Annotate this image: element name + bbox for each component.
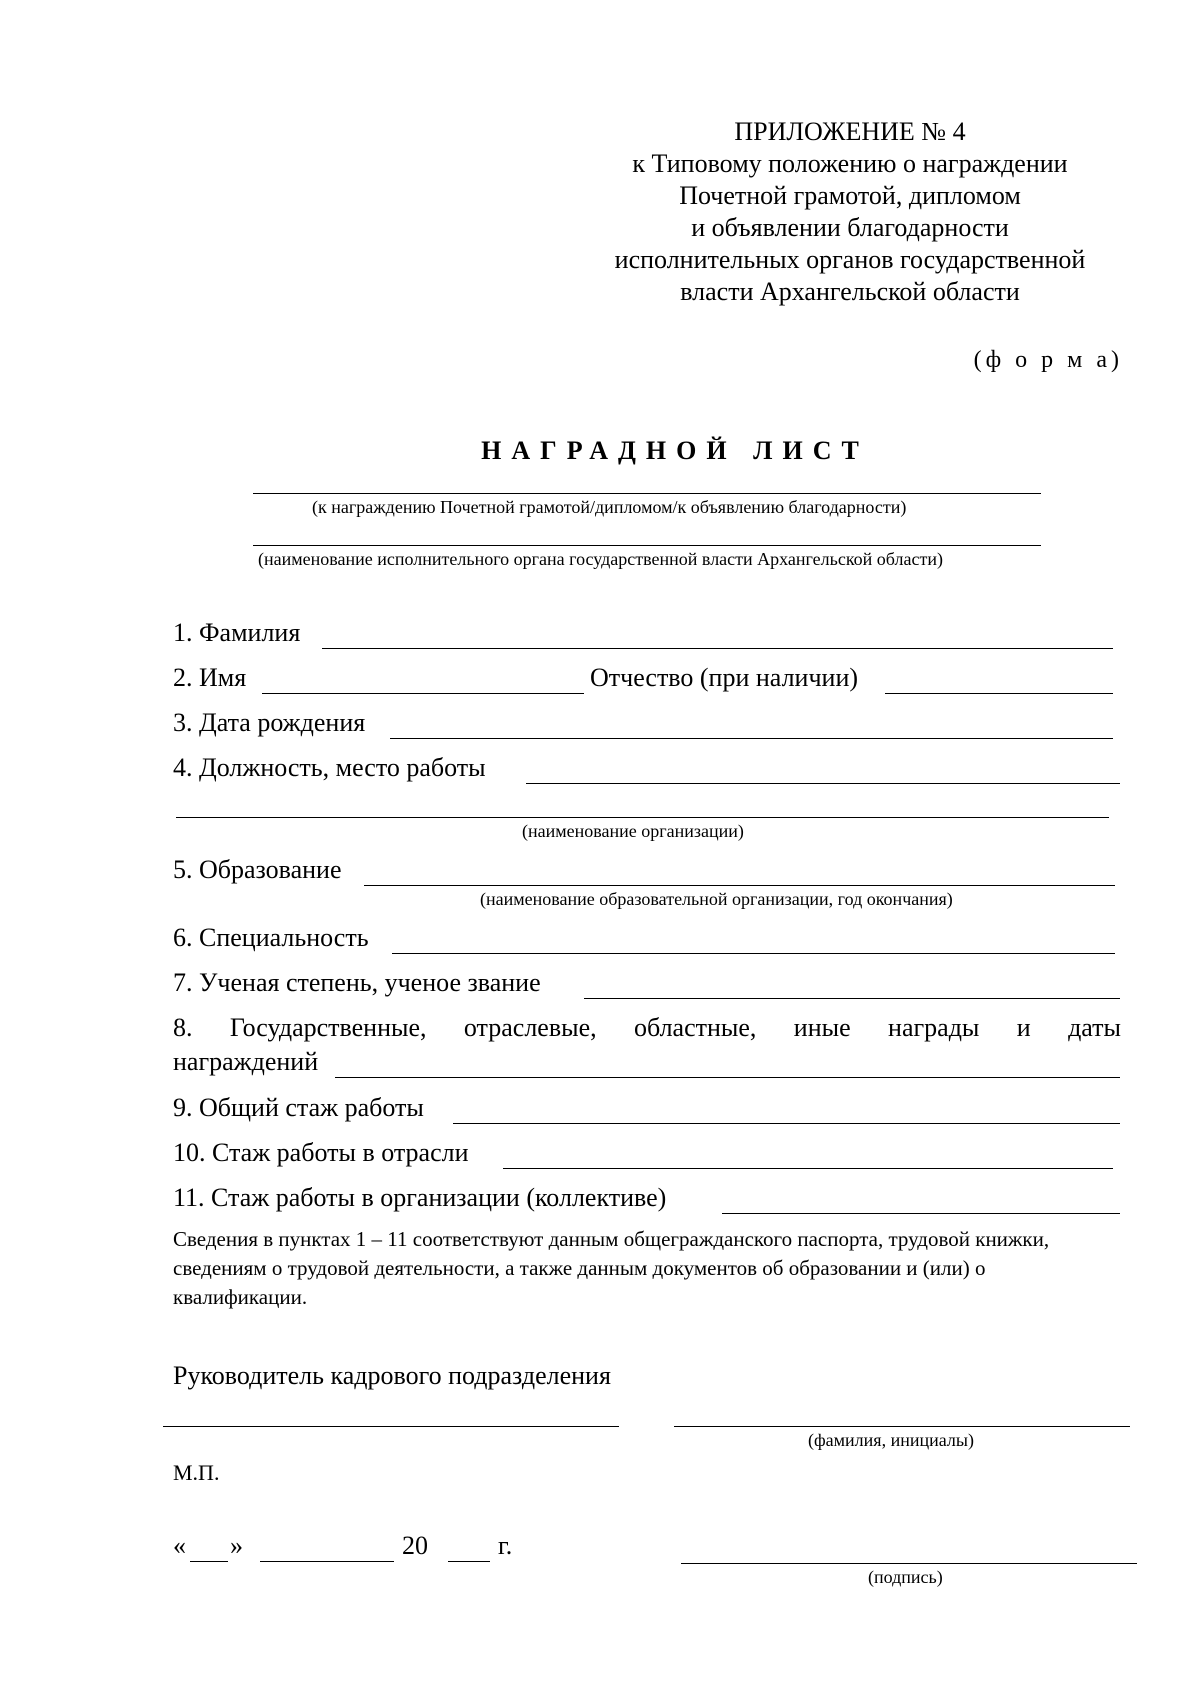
appendix-line: к Типовому положению о награждении xyxy=(632,149,1068,178)
stamp-place: М.П. xyxy=(173,1460,220,1485)
education-caption: (наименование образовательной организации, год окончания) xyxy=(480,889,953,909)
surname-field[interactable] xyxy=(322,648,1113,649)
organization-experience-field[interactable] xyxy=(722,1213,1120,1214)
date-day-field[interactable] xyxy=(190,1561,228,1562)
date-year-suffix: г. xyxy=(498,1531,513,1560)
name-field[interactable] xyxy=(262,693,584,694)
total-experience-field[interactable] xyxy=(453,1123,1120,1124)
organization-caption: (наименование организации) xyxy=(522,821,744,841)
award-type-line[interactable] xyxy=(253,493,1041,494)
appendix-line: ПРИЛОЖЕНИЕ № 4 xyxy=(734,117,966,146)
appendix-line: Почетной грамотой, дипломом xyxy=(679,181,1021,210)
organization-experience-label: 11. Стаж работы в организации (коллективе) xyxy=(173,1183,667,1212)
hr-head-name-line[interactable] xyxy=(674,1426,1130,1427)
awards-label-line2: награждений xyxy=(173,1047,319,1076)
education-field[interactable] xyxy=(364,885,1115,886)
specialty-field[interactable] xyxy=(392,953,1115,954)
signature-field[interactable] xyxy=(681,1563,1137,1564)
total-experience-label: 9. Общий стаж работы xyxy=(173,1093,424,1122)
appendix-line: исполнительных органов государственной xyxy=(614,245,1086,274)
date-year-prefix: 20 xyxy=(402,1531,428,1560)
patronymic-label: Отчество (при наличии) xyxy=(590,663,859,692)
date-month-field[interactable] xyxy=(260,1561,394,1562)
hr-head-signature-line[interactable] xyxy=(163,1426,619,1427)
hr-head-title: Руководитель кадрового подразделения xyxy=(173,1361,611,1390)
date-close-quote: » xyxy=(230,1531,243,1560)
name-label: 2. Имя xyxy=(173,663,247,692)
organization-field[interactable] xyxy=(176,817,1109,818)
industry-experience-label: 10. Стаж работы в отрасли xyxy=(173,1138,469,1167)
birth-date-label: 3. Дата рождения xyxy=(173,708,366,737)
date-open-quote: « xyxy=(173,1531,186,1560)
authority-line[interactable] xyxy=(253,545,1041,546)
specialty-label: 6. Специальность xyxy=(173,923,369,952)
birth-date-field[interactable] xyxy=(390,738,1113,739)
position-field[interactable] xyxy=(526,783,1120,784)
awards-field[interactable] xyxy=(335,1077,1120,1078)
appendix-line: власти Архангельской области xyxy=(680,277,1020,306)
surname-label: 1. Фамилия xyxy=(173,618,301,647)
authority-caption: (наименование исполнительного органа государственной власти Архангельской области) xyxy=(258,549,943,569)
industry-experience-field[interactable] xyxy=(503,1168,1113,1169)
academic-degree-label: 7. Ученая степень, ученое звание xyxy=(173,968,541,997)
award-type-caption: (к награждению Почетной грамотой/дипломом/к объявлению благодарности) xyxy=(312,497,907,517)
awards-label-line1: 8. Государственные, отраслевые, областные, иные награды и даты xyxy=(173,1013,1121,1042)
appendix-header xyxy=(600,116,1100,308)
form-label: (ф о р м а) xyxy=(973,347,1123,373)
patronymic-field[interactable] xyxy=(885,693,1113,694)
position-label: 4. Должность, место работы xyxy=(173,753,486,782)
date-year-field[interactable] xyxy=(448,1561,490,1562)
education-label: 5. Образование xyxy=(173,855,342,884)
signature-caption: (подпись) xyxy=(868,1567,943,1587)
surname-initials-caption: (фамилия, инициалы) xyxy=(808,1430,974,1450)
appendix-line: и объявлении благодарности xyxy=(691,213,1009,242)
verification-note: Сведения в пунктах 1 – 11 соответствуют данным общегражданского паспорта, трудовой книжки, сведениям о трудовой деятельности, а также данным документов об образовании и (или) о квалификации. xyxy=(173,1227,1050,1309)
academic-degree-field[interactable] xyxy=(584,998,1120,999)
document-title: НАГРАДНОЙ ЛИСТ xyxy=(481,436,869,465)
